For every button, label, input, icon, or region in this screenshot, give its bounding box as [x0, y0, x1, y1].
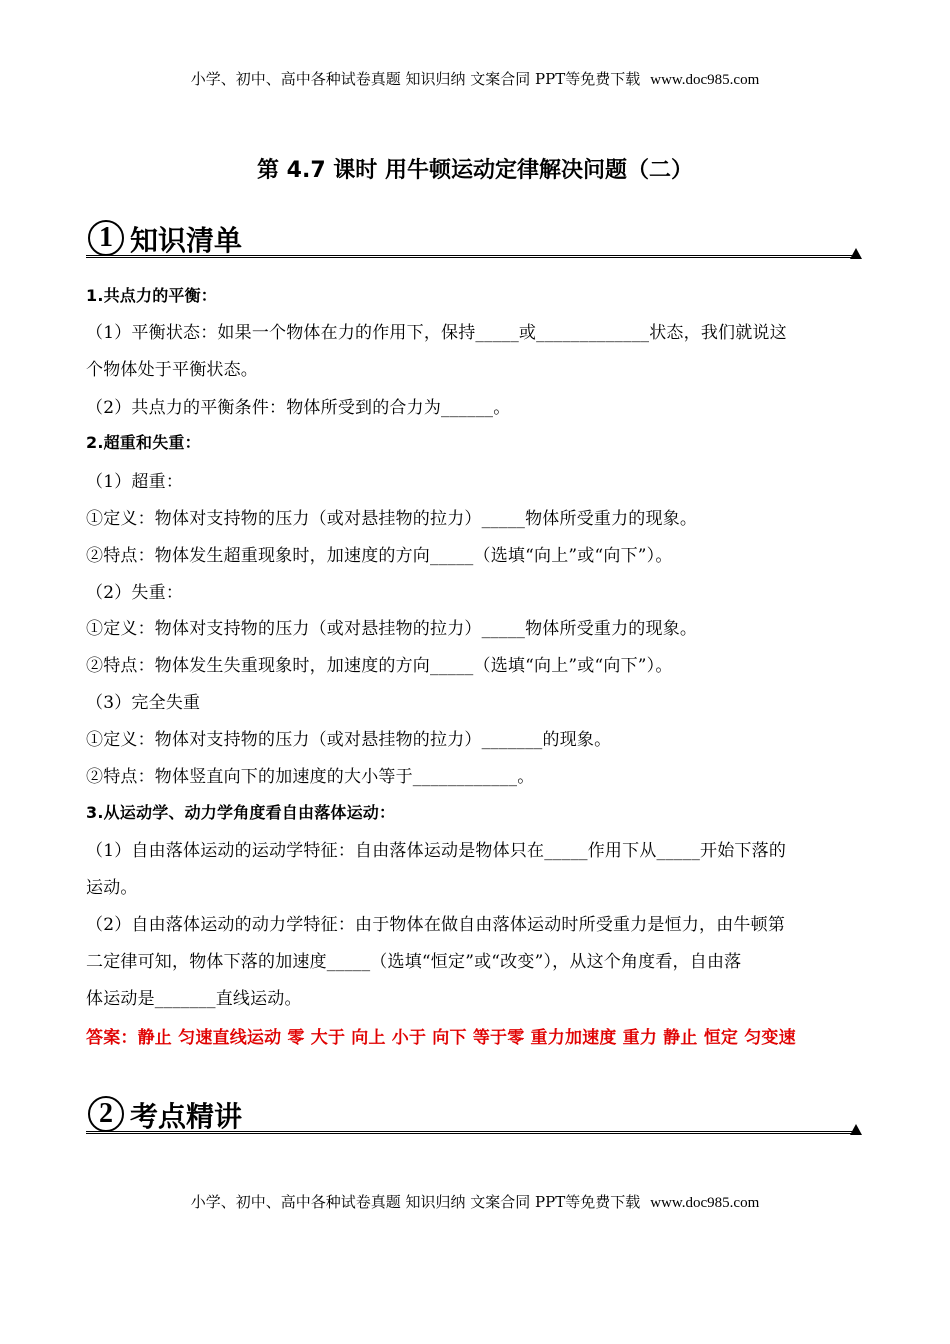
heading-2: 2.超重和失重：	[86, 433, 201, 452]
header-banner	[0, 68, 950, 89]
text-line: ①定义：物体对支持物的压力（或对悬挂物的拉力）_______的现象。	[86, 730, 612, 750]
page-title: 第 4.7 课时 用牛顿运动定律解决问题（二）	[257, 158, 693, 183]
text-line: （2）共点力的平衡条件：物体所受到的合力为______。	[86, 398, 511, 418]
section-header-2	[86, 1094, 862, 1134]
text-line: 运动。	[86, 878, 138, 898]
text-line: （1）超重：	[86, 472, 184, 492]
answer-line: 答案：静止 匀速直线运动 零 大于 向上 小于 向下 等于零 重力加速度 重力 静止 恒定 匀变速	[86, 1028, 796, 1048]
text-line: ①定义：物体对支持物的压力（或对悬挂物的拉力）_____物体所受重力的现象。	[86, 509, 698, 529]
triangle-icon	[850, 248, 862, 259]
section-title: 知识清单	[130, 224, 243, 257]
text-line: ②特点：物体发生失重现象时，加速度的方向_____（选填“向上”或“向下”）。	[86, 656, 673, 676]
text-line: ①定义：物体对支持物的压力（或对悬挂物的拉力）_____物体所受重力的现象。	[86, 619, 698, 639]
header-text: 小学、初中、高中各种试卷真题 知识归纳 文案合同 PPT等免费下载	[190, 70, 641, 88]
footer-url[interactable]: www.doc985.com	[650, 1195, 760, 1211]
heading-1: 1.共点力的平衡：	[86, 286, 218, 305]
text-line: （2）失重：	[86, 583, 184, 603]
footer-banner	[0, 1191, 950, 1212]
header-url[interactable]: www.doc985.com	[650, 72, 760, 88]
text-line: （2）自由落体运动的动力学特征：由于物体在做自由落体运动时所受重力是恒力，由牛顿第	[86, 915, 786, 935]
section-number: 2	[88, 1096, 124, 1132]
text-line: （1）自由落体运动的运动学特征：自由落体运动是物体只在_____作用下从_____开始下落的	[86, 841, 787, 861]
text-line: 二定律可知，物体下落的加速度_____（选填“恒定”或“改变”），从这个角度看，自由落	[86, 952, 742, 972]
text-line: 体运动是_______直线运动。	[86, 989, 302, 1009]
text-line: ②特点：物体发生超重现象时，加速度的方向_____（选填“向上”或“向下”）。	[86, 546, 673, 566]
section-title: 考点精讲	[130, 1100, 243, 1133]
section-number: 1	[88, 220, 124, 256]
section-rule	[86, 255, 852, 258]
text-line: 个物体处于平衡状态。	[86, 360, 258, 380]
heading-3: 3.从运动学、动力学角度看自由落体运动：	[86, 803, 396, 822]
section-header-1	[86, 218, 862, 258]
text-line: ②特点：物体竖直向下的加速度的大小等于____________。	[86, 767, 535, 787]
section-rule	[86, 1131, 852, 1134]
text-line: （1）平衡状态：如果一个物体在力的作用下，保持_____或_____________状态，我们就说这	[86, 323, 787, 343]
text-line: （3）完全失重	[86, 693, 201, 713]
footer-text: 小学、初中、高中各种试卷真题 知识归纳 文案合同 PPT等免费下载	[190, 1193, 641, 1211]
triangle-icon	[850, 1124, 862, 1135]
